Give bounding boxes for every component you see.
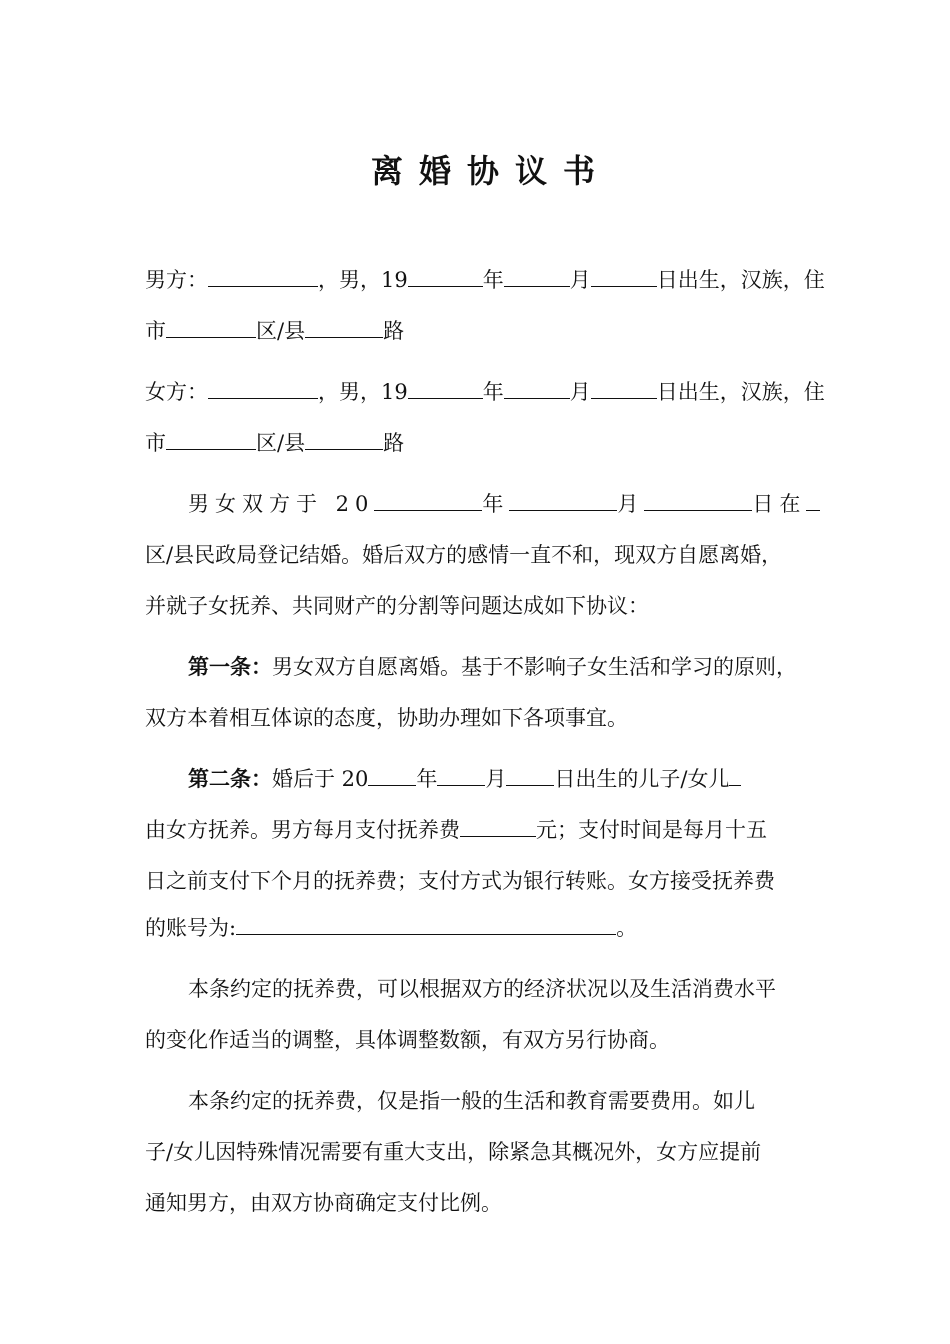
- adjust-line1: 本条约定的抚养费，可以根据双方的经济状况以及生活消费水平: [188, 977, 776, 1001]
- husband-birth-month-blank[interactable]: [504, 266, 570, 287]
- article2-heading: 第二条：: [188, 766, 272, 791]
- husband-label: 男方：: [145, 268, 208, 292]
- husband-info-line1: 男方： ，男，19 年 月 日出生，汉族，住: [145, 268, 825, 292]
- wife-birth-day-blank[interactable]: [591, 378, 657, 399]
- marriage-year-blank[interactable]: [374, 490, 482, 511]
- intro-line2: 区/县民政局登记结婚。婚后双方的感情一直不和，现双方自愿离婚，: [145, 543, 783, 567]
- adjust-line2: 的变化作适当的调整，具体调整数额，有双方另行协商。: [145, 1028, 670, 1052]
- husband-district-blank[interactable]: [305, 317, 383, 338]
- bank-account-blank[interactable]: [236, 914, 616, 935]
- wife-city-blank[interactable]: [166, 429, 256, 450]
- wife-birth-month-blank[interactable]: [504, 378, 570, 399]
- article1-line1: 第一条：男女双方自愿离婚。基于不影响子女生活和学习的原则，: [188, 654, 797, 679]
- wife-birth-year-blank[interactable]: [408, 378, 483, 399]
- article2-line3: 日之前支付下个月的抚养费；支付方式为银行转账。女方接受抚养费: [145, 869, 775, 893]
- article2-line2: 由女方抚养。男方每月支付抚养费 元；支付时间是每月十五: [145, 818, 767, 842]
- article1-heading: 第一条：: [188, 654, 272, 679]
- marriage-month-blank[interactable]: [509, 490, 617, 511]
- wife-label: 女方：: [145, 380, 208, 404]
- intro-line3: 并就子女抚养、共同财产的分割等问题达成如下协议：: [145, 594, 649, 618]
- article2-line1: 第二条：婚后于 20 年 月 日出生的儿子/女儿: [188, 765, 815, 793]
- marriage-place-blank[interactable]: [806, 490, 820, 511]
- general-line3: 通知男方，由双方协商确定支付比例。: [145, 1191, 502, 1215]
- wife-info-line1: 女方： ，男，19 年 月 日出生，汉族，住: [145, 380, 825, 404]
- child-birth-year-blank[interactable]: [368, 765, 416, 786]
- wife-info-line2: 市 区/县 路: [145, 431, 405, 455]
- article1-line2: 双方本着相互体谅的态度，协助办理如下各项事宜。: [145, 706, 628, 730]
- husband-birth-day-blank[interactable]: [591, 266, 657, 287]
- husband-info-line2: 市 区/县 路: [145, 319, 405, 343]
- wife-district-blank[interactable]: [305, 429, 383, 450]
- husband-birth-year-blank[interactable]: [408, 266, 483, 287]
- child-birth-day-blank[interactable]: [506, 765, 554, 786]
- child-name-blank[interactable]: [729, 765, 741, 786]
- wife-name-blank[interactable]: [208, 378, 318, 399]
- intro-line1: 男女双方于 20 年 月 日在: [188, 490, 815, 518]
- marriage-day-blank[interactable]: [644, 490, 752, 511]
- general-line1: 本条约定的抚养费，仅是指一般的生活和教育需要费用。如儿: [188, 1089, 755, 1113]
- child-birth-month-blank[interactable]: [437, 765, 485, 786]
- husband-city-blank[interactable]: [166, 317, 256, 338]
- general-line2: 子/女儿因特殊情况需要有重大支出，除紧急其概况外，女方应提前: [145, 1140, 762, 1164]
- husband-name-blank[interactable]: [208, 266, 318, 287]
- support-amount-blank[interactable]: [460, 816, 536, 837]
- document-title: 离婚协议书: [370, 152, 611, 190]
- article2-line4: 的账号为: 。: [145, 916, 638, 940]
